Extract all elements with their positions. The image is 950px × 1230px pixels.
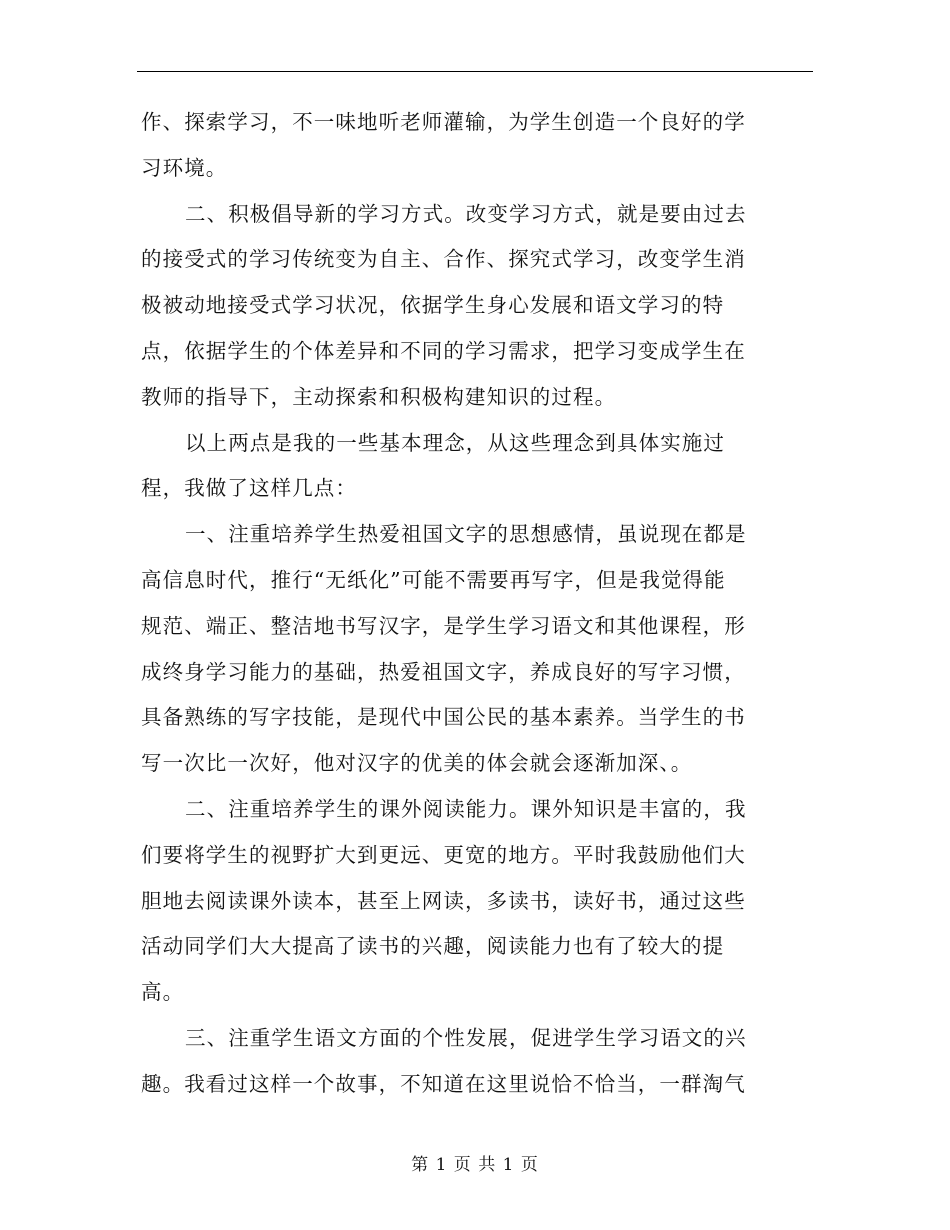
text-line: 活动同学们大大提高了读书的兴趣，阅读能力也有了较大的提 xyxy=(141,934,725,959)
page-footer: 第 1 页 共 1 页 xyxy=(411,1155,539,1175)
text-line: 点，依据学生的个体差异和不同的学习需求，把学习变成学生在 xyxy=(141,338,746,363)
text-line: 极被动地接受式学习状况，依据学生身心发展和语文学习的特 xyxy=(141,293,725,318)
text-line: 作、探索学习，不一味地听老师灌输，为学生创造一个良好的学 xyxy=(141,110,746,134)
document-body xyxy=(141,100,801,1108)
text-line: 三、注重学生语文方面的个性发展，促进学生学习语文的兴 xyxy=(185,1025,747,1050)
text-line: 们要将学生的视野扩大到更远、更宽的地方。平时我鼓励他们大 xyxy=(141,842,746,867)
text-line: 习环境。 xyxy=(141,155,228,180)
text-line: 程，我做了这样几点： xyxy=(141,476,357,501)
header-rule xyxy=(137,71,813,72)
text-line: 二、积极倡导新的学习方式。改变学习方式，就是要由过去 xyxy=(185,201,747,226)
text-line: 胆地去阅读课外读本，甚至上网读，多读书，读好书，通过这些 xyxy=(141,888,746,913)
text-line: 教师的指导下，主动探索和积极构建知识的过程。 xyxy=(141,384,617,409)
text-line: 高。 xyxy=(141,980,185,1005)
text-line: 以上两点是我的一些基本理念，从这些理念到具体实施过 xyxy=(185,430,725,455)
text-line: 的接受式的学习传统变为自主、合作、探究式学习，改变学生消 xyxy=(141,247,746,272)
text-line: 成终身学习能力的基础，热爱祖国文字，养成良好的写字习惯， xyxy=(141,659,746,684)
text-line: 一、注重培养学生热爱祖国文字的思想感情，虽说现在都是 xyxy=(185,522,747,547)
text-line: 高信息时代，推行“无纸化”可能不需要再写字，但是我觉得能 xyxy=(141,567,726,592)
text-line: 规范、端正、整洁地书写汉字，是学生学习语文和其他课程，形 xyxy=(141,613,746,638)
text-line: 二、注重培养学生的课外阅读能力。课外知识是丰富的，我 xyxy=(185,796,747,821)
text-line: 写一次比一次好，他对汉字的优美的体会就会逐渐加深、。 xyxy=(141,751,693,776)
text-line: 具备熟练的写字技能，是现代中国公民的基本素养。当学生的书 xyxy=(141,705,746,730)
text-line: 趣。我看过这样一个故事，不知道在这里说恰不恰当，一群淘气 xyxy=(141,1071,746,1096)
